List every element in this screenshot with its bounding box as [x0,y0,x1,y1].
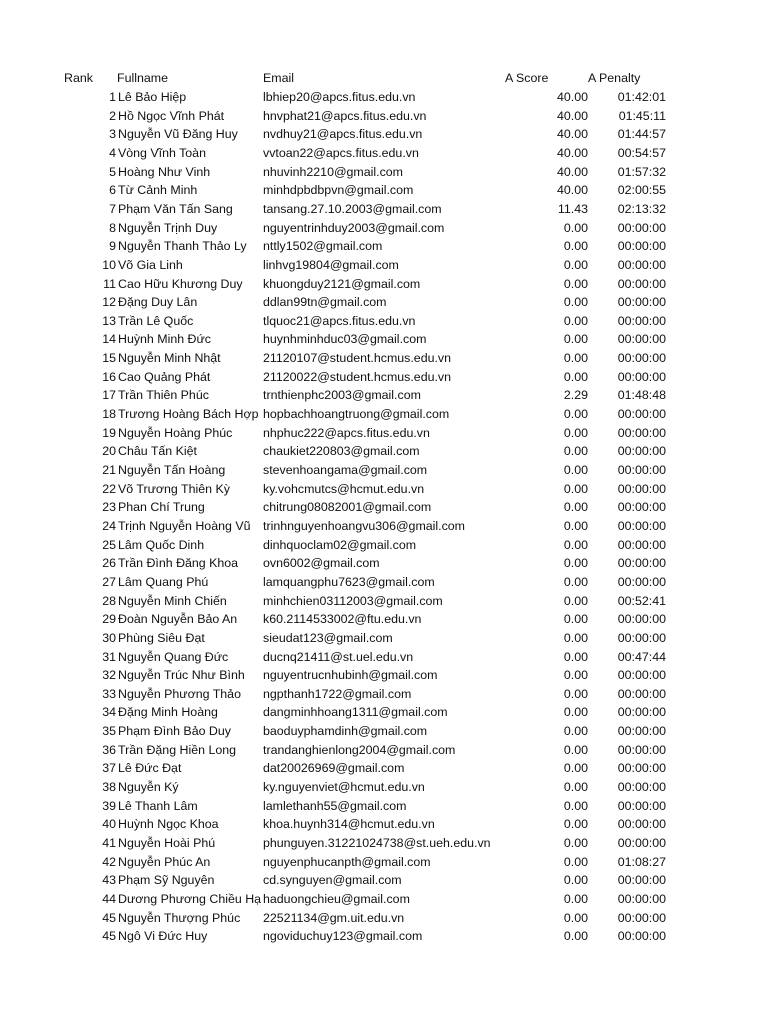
email-cell: nvdhuy21@apcs.fitus.edu.vn [263,127,423,142]
email-cell: nguyentrinhduy2003@gmail.com [263,220,445,235]
score-cell: 40.00 [556,145,588,160]
score-cell: 2.29 [563,388,588,403]
email-cell: lamlethanh55@gmail.com [263,798,407,813]
email-cell: dinhquoclam02@gmail.com [263,537,417,552]
score-cell: 0.00 [563,369,588,384]
email-cell: trnthienphc2003@gmail.com [263,388,421,403]
email-cell: nguyenphucanpth@gmail.com [263,854,431,869]
penalty-cell: 00:00:00 [617,686,666,701]
email-cell: nhuvinh2210@gmail.com [263,164,404,179]
table-row [0,237,768,256]
penalty-cell: 00:00:00 [617,724,666,739]
email-cell: ddlan99tn@gmail.com [263,295,387,310]
score-cell: 0.00 [563,630,588,645]
rank-cell: 1 [109,90,116,104]
fullname-cell: Vòng Vĩnh Toàn [118,145,206,160]
fullname-cell: Nguyễn Trúc Như Bình [118,668,245,683]
email-cell: vvtoan22@apcs.fitus.edu.vn [263,145,419,160]
score-cell: 40.00 [556,164,588,179]
penalty-cell: 00:00:00 [617,518,666,533]
table-row [0,703,768,722]
fullname-cell: Đặng Minh Hoàng [118,705,218,720]
fullname-cell: Phạm Đình Bảo Duy [118,724,231,739]
score-cell: 0.00 [563,780,588,795]
rank-cell: 26 [102,556,116,571]
rank-cell: 4 [109,145,116,160]
table-row [0,629,768,648]
rank-cell: 23 [102,500,116,515]
email-cell: dangminhhoang1311@gmail.com [263,705,448,720]
rank-cell: 8 [109,220,116,235]
penalty-cell: 00:00:00 [617,481,666,496]
penalty-cell: 00:00:00 [617,705,666,720]
email-cell: ky.vohcmutcs@hcmut.edu.vn [263,481,425,496]
table-row [0,853,768,872]
table-row [0,200,768,219]
email-cell: baoduyphamdinh@gmail.com [263,724,428,739]
email-cell: cd.synguyen@gmail.com [263,873,402,888]
column-header-fullname: Fullname [117,71,168,85]
rank-cell: 43 [102,873,116,888]
rank-cell: 17 [102,388,116,403]
fullname-cell: Đặng Duy Lân [118,295,198,310]
score-cell: 0.00 [563,518,588,533]
rank-cell: 25 [102,537,116,552]
score-cell: 0.00 [563,686,588,701]
rank-cell: 38 [102,780,116,795]
penalty-cell: 02:00:55 [617,183,666,198]
fullname-cell: Nguyễn Hoài Phú [118,836,216,850]
fullname-cell: Lê Bảo Hiệp [118,90,187,104]
penalty-cell: 01:57:32 [617,164,666,179]
fullname-cell: Cao Hữu Khương Duy [118,276,243,291]
penalty-cell: 00:00:00 [617,780,666,795]
table-row [0,648,768,667]
score-cell: 0.00 [563,463,588,477]
score-cell: 11.43 [557,201,588,216]
rank-cell: 44 [102,891,116,906]
rank-cell: 10 [102,257,116,272]
rank-cell: 19 [102,425,116,440]
table-row [0,722,768,741]
table-row [0,685,768,704]
fullname-cell: Nguyễn Minh Nhật [118,351,221,366]
email-cell: chaukiet220803@gmail.com [263,444,420,459]
penalty-cell: 01:08:27 [617,854,666,869]
rank-cell: 11 [103,276,116,291]
score-cell: 0.00 [563,705,588,720]
penalty-cell: 00:00:00 [617,910,666,925]
fullname-cell: Võ Trương Thiên Kỳ [118,481,230,496]
table-row [0,386,768,405]
rank-cell: 7 [109,201,116,216]
email-cell: huynhminhduc03@gmail.com [263,332,427,347]
rank-cell: 5 [109,164,116,179]
rank-cell: 30 [102,630,116,645]
email-cell: 22521134@gm.uit.edu.vn [263,910,405,925]
score-cell: 0.00 [563,668,588,683]
fullname-cell: Trần Đình Đăng Khoa [118,556,239,571]
table-row [0,797,768,816]
penalty-cell: 00:00:00 [617,463,666,477]
score-cell: 0.00 [563,425,588,440]
rank-cell: 28 [102,593,116,608]
table-row [0,480,768,499]
penalty-cell: 02:13:32 [617,201,666,216]
penalty-cell: 00:00:00 [617,836,666,850]
email-cell: hnvphat21@apcs.fitus.edu.vn [263,108,427,123]
penalty-cell: 00:00:00 [617,332,666,347]
rank-cell: 20 [102,444,116,459]
email-cell: tansang.27.10.2003@gmail.com [263,201,442,216]
table-row [0,759,768,778]
rank-cell: 3 [109,127,116,142]
fullname-cell: Đoàn Nguyễn Bảo An [118,612,238,627]
fullname-cell: Lâm Quang Phú [118,574,209,589]
fullname-cell: Châu Tấn Kiệt [118,444,197,459]
fullname-cell: Nguyễn Vũ Đăng Huy [118,127,238,142]
score-cell: 0.00 [563,407,588,422]
table-row [0,517,768,536]
fullname-cell: Huỳnh Minh Đức [118,332,211,347]
penalty-cell: 01:45:11 [618,108,666,123]
table-row [0,330,768,349]
penalty-cell: 00:00:00 [617,537,666,552]
penalty-cell: 01:42:01 [617,90,666,104]
fullname-cell: Nguyễn Hoàng Phúc [118,425,233,440]
table-row [0,349,768,368]
penalty-cell: 00:00:00 [617,630,666,645]
fullname-cell: Lê Đức Đạt [118,761,182,776]
email-cell: minhchien03112003@gmail.com [263,593,443,608]
table-row [0,256,768,275]
penalty-cell: 00:52:41 [617,593,666,608]
fullname-cell: Trịnh Nguyễn Hoàng Vũ [118,518,251,533]
penalty-cell: 00:00:00 [617,425,666,440]
penalty-cell: 00:00:00 [617,407,666,422]
table-row [0,312,768,331]
email-cell: k60.2114533002@ftu.edu.vn [263,612,422,627]
rank-cell: 33 [102,686,116,701]
table-row [0,368,768,387]
penalty-cell: 00:00:00 [617,295,666,310]
email-cell: lbhiep20@apcs.fitus.edu.vn [263,90,416,104]
table-row [0,144,768,163]
rank-cell: 40 [102,817,116,832]
fullname-cell: Võ Gia Linh [118,257,183,272]
score-cell: 0.00 [563,854,588,869]
score-cell: 0.00 [563,836,588,850]
column-header-email: Email [263,71,294,85]
rank-cell: 45 [102,929,116,944]
score-cell: 0.00 [563,220,588,235]
email-cell: sieudat123@gmail.com [263,630,393,645]
fullname-cell: Trương Hoàng Bách Hợp [118,407,259,422]
table-row [0,890,768,909]
penalty-cell: 00:00:00 [617,257,666,272]
score-cell: 0.00 [563,742,588,757]
table-row [0,834,768,853]
penalty-cell: 00:00:00 [617,444,666,459]
fullname-cell: Nguyễn Thượng Phúc [118,910,241,925]
fullname-cell: Trần Đặng Hiền Long [118,742,237,757]
rank-cell: 12 [102,295,116,310]
score-cell: 0.00 [563,891,588,906]
rank-cell: 6 [109,183,116,198]
fullname-cell: Huỳnh Ngọc Khoa [118,817,219,832]
penalty-cell: 00:00:00 [617,612,666,627]
email-cell: hopbachhoangtruong@gmail.com [263,407,450,422]
fullname-cell: Lê Thanh Lâm [118,798,198,813]
table-row [0,573,768,592]
penalty-cell: 00:00:00 [617,574,666,589]
score-cell: 0.00 [563,500,588,515]
fullname-cell: Phạm Văn Tấn Sang [118,201,233,216]
penalty-cell: 00:00:00 [617,891,666,906]
table-row [0,498,768,517]
penalty-cell: 00:00:00 [617,556,666,571]
penalty-cell: 00:00:00 [617,313,666,328]
penalty-cell: 00:00:00 [617,369,666,384]
email-cell: ngoviduchuy123@gmail.com [263,929,423,944]
fullname-cell: Nguyễn Tấn Hoàng [118,463,226,477]
rank-cell: 21 [102,463,116,477]
rank-cell: 9 [109,239,116,254]
score-cell: 0.00 [563,257,588,272]
email-cell: ovn6002@gmail.com [263,556,380,571]
score-cell: 0.00 [563,239,588,254]
email-cell: minhdpbdbpvn@gmail.com [263,183,414,198]
column-header-penalty: A Penalty [588,71,641,85]
fullname-cell: Nguyễn Ký [118,780,179,795]
email-cell: nhphuc222@apcs.fitus.edu.vn [263,425,430,440]
penalty-cell: 01:44:57 [617,127,666,142]
penalty-cell: 00:00:00 [617,761,666,776]
score-cell: 0.00 [563,481,588,496]
fullname-cell: Lâm Quốc Dinh [118,537,205,552]
score-cell: 0.00 [563,612,588,627]
score-cell: 0.00 [563,313,588,328]
rank-cell: 15 [102,351,116,366]
table-row [0,592,768,611]
email-cell: lamquangphu7623@gmail.com [263,574,435,589]
table-row [0,741,768,760]
fullname-cell: Hoàng Như Vinh [118,164,211,179]
table-row [0,107,768,126]
table-row [0,219,768,238]
table-row [0,610,768,629]
table-row [0,666,768,685]
table-row [0,424,768,443]
rank-cell: 22 [102,481,116,496]
email-cell: ducnq21411@st.uel.edu.vn [263,649,414,664]
score-cell: 40.00 [556,108,588,123]
fullname-cell: Ngô Vi Đức Huy [118,929,208,944]
fullname-cell: Trần Thiên Phúc [118,388,209,403]
penalty-cell: 00:00:00 [617,500,666,515]
score-cell: 0.00 [563,351,588,366]
score-cell: 0.00 [563,724,588,739]
rank-cell: 36 [102,742,116,757]
penalty-cell: 00:00:00 [617,220,666,235]
fullname-cell: Nguyễn Phương Thảo [118,686,241,701]
penalty-cell: 00:00:00 [617,929,666,944]
score-cell: 0.00 [563,574,588,589]
score-cell: 0.00 [563,761,588,776]
table-row [0,275,768,294]
score-cell: 40.00 [556,183,588,198]
table-header [0,69,768,88]
rank-cell: 24 [102,518,116,533]
score-cell: 0.00 [563,593,588,608]
table-row [0,88,768,107]
rank-cell: 14 [102,332,116,347]
rank-cell: 29 [102,612,116,627]
score-cell: 0.00 [563,817,588,832]
score-cell: 0.00 [563,537,588,552]
penalty-cell: 00:47:44 [617,649,666,664]
fullname-cell: Từ Cảnh Minh [118,183,198,198]
email-cell: khuongduy2121@gmail.com [263,276,421,291]
column-header-rank: Rank [64,71,93,85]
table-row [0,293,768,312]
email-cell: 21120022@student.hcmus.edu.vn [263,369,452,384]
fullname-cell: Hồ Ngọc Vĩnh Phát [118,108,225,123]
fullname-cell: Nguyễn Quang Đức [118,649,229,664]
penalty-cell: 00:54:57 [617,145,666,160]
rank-cell: 42 [102,854,116,869]
email-cell: nttly1502@gmail.com [263,239,383,254]
penalty-cell: 00:00:00 [617,742,666,757]
penalty-cell: 00:00:00 [617,668,666,683]
rank-cell: 37 [102,761,116,776]
email-cell: ngpthanh1722@gmail.com [263,686,412,701]
fullname-cell: Cao Quảng Phát [118,369,211,384]
rank-cell: 2 [109,108,116,123]
penalty-cell: 00:00:00 [617,276,666,291]
email-cell: haduongchieu@gmail.com [263,891,410,906]
email-cell: tlquoc21@apcs.fitus.edu.vn [263,313,416,328]
table-row [0,909,768,928]
table-row [0,815,768,834]
rank-cell: 31 [102,649,116,664]
table-row [0,778,768,797]
rank-cell: 16 [102,369,116,384]
penalty-cell: 00:00:00 [617,239,666,254]
email-cell: chitrung08082001@gmail.com [263,500,432,515]
table-row [0,442,768,461]
rank-cell: 27 [102,574,116,589]
rank-cell: 34 [102,705,116,720]
table-row [0,405,768,424]
penalty-cell: 00:00:00 [617,351,666,366]
score-cell: 0.00 [563,798,588,813]
score-cell: 0.00 [563,873,588,888]
score-cell: 0.00 [563,649,588,664]
email-cell: dat20026969@gmail.com [263,761,405,776]
score-cell: 0.00 [563,444,588,459]
email-cell: stevenhoangama@gmail.com [263,463,428,477]
rank-cell: 41 [102,836,116,850]
fullname-cell: Phạm Sỹ Nguyên [118,873,215,888]
penalty-cell: 01:48:48 [617,388,666,403]
column-header-score: A Score [505,71,549,85]
fullname-cell: Phan Chí Trung [118,500,205,515]
email-cell: 21120107@student.hcmus.edu.vn [263,351,452,366]
rank-cell: 45 [102,910,116,925]
table-row [0,181,768,200]
penalty-cell: 00:00:00 [617,798,666,813]
email-cell: trandanghienlong2004@gmail.com [263,742,456,757]
score-cell: 0.00 [563,332,588,347]
email-cell: ky.nguyenviet@hcmut.edu.vn [263,780,425,795]
penalty-cell: 00:00:00 [617,873,666,888]
table-row [0,163,768,182]
fullname-cell: Dương Phương Chiều Hạ [118,891,262,906]
email-cell: linhvg19804@gmail.com [263,257,399,272]
score-cell: 0.00 [563,276,588,291]
score-cell: 0.00 [563,929,588,944]
table-row [0,536,768,555]
score-cell: 40.00 [556,90,588,104]
table-row [0,554,768,573]
fullname-cell: Nguyễn Trịnh Duy [118,220,218,235]
fullname-cell: Nguyễn Phúc An [118,854,211,869]
fullname-cell: Nguyễn Minh Chiến [118,593,227,608]
score-cell: 0.00 [563,295,588,310]
rank-cell: 39 [102,798,116,813]
rank-cell: 32 [102,668,116,683]
penalty-cell: 00:00:00 [617,817,666,832]
email-cell: khoa.huynh314@hcmut.edu.vn [263,817,435,832]
email-cell: nguyentrucnhubinh@gmail.com [263,668,438,683]
rank-cell: 35 [102,724,116,739]
email-cell: phunguyen.31221024738@st.ueh.edu.vn [263,836,491,850]
table-row [0,461,768,480]
score-cell: 0.00 [563,556,588,571]
table-row [0,927,768,946]
score-cell: 40.00 [556,127,588,142]
table-row [0,125,768,144]
rank-cell: 18 [102,407,116,422]
fullname-cell: Trần Lê Quốc [118,313,194,328]
rank-cell: 13 [102,313,116,328]
fullname-cell: Phùng Siêu Đạt [118,630,205,645]
fullname-cell: Nguyễn Thanh Thảo Ly [118,239,247,254]
score-cell: 0.00 [563,910,588,925]
table-row [0,871,768,890]
email-cell: trinhnguyenhoangvu306@gmail.com [263,518,466,533]
